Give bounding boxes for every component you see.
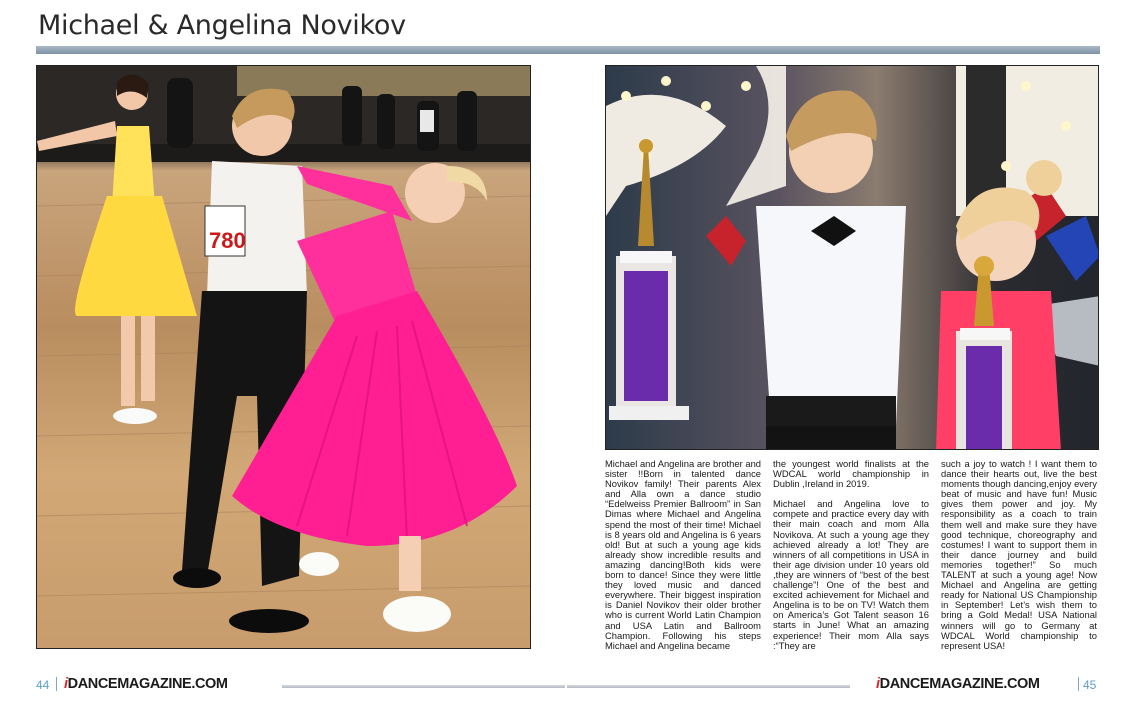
page-title: Michael & Angelina Novikov — [38, 10, 406, 41]
brand-logo-left[interactable] — [64, 676, 228, 692]
photo-dancing — [36, 65, 531, 649]
title-bar — [36, 46, 1100, 54]
page-number-right: 45 — [1083, 678, 1097, 692]
article-paragraph: Michael and Angelina are brother and sister !!Born in talented dance Novikov family! Their parents Alex and Alla own a dance studio “Edelweiss Premier Ballroom” in San Dimas where Michael and Angelina spend the most of their time! Michael is 8 years old and Angelina is 6 years old! But at such a young age kids already show incredible results and amazing dancing!Both kids were born to dance! Since they were little they loved music and danced everywhere. Their biggest inspiration is Daniel Novikov their older brother who is current World Latin Champion and USA Latin and Ballroom Champion. Following his steps Michael and Angelina became — [605, 458, 761, 651]
brand-logo-right[interactable] — [876, 676, 1040, 692]
article-column-2 — [773, 459, 929, 651]
bib-number: 780 — [209, 228, 246, 253]
article-paragraph: such a joy to watch ! I want them to dance their hearts out, live the best moments though dancing,enjoy every beat of music and have fun! Music gives them power and joy. My responsibility as a coach to train them well and make sure they have good technique, choreography and costumes! I want to support them in their dance journey and build memories together!” So much TALENT at such a young age! Now Michael and Angelina are getting ready for National US Championship in September! Let’s wish them to bring a Gold Medal! USA National winners will go to Germany at WDCAL World championship to represent USA! — [941, 458, 1097, 651]
brand-logo-text: DANCEMAGAZINE.COM — [67, 676, 228, 692]
photo-trophies — [605, 65, 1099, 450]
footer-rule-right — [567, 685, 850, 688]
article-column-1 — [605, 459, 761, 651]
page-number-left: 44 — [36, 678, 50, 692]
brand-logo-i: i — [876, 676, 880, 692]
article-column-3 — [941, 459, 1097, 651]
dancing-illustration — [37, 66, 531, 649]
brand-logo-i: i — [64, 676, 68, 692]
article-paragraph: the youngest world finalists at the WDCAL world championship in Dublin ,Ireland in 2019. — [773, 458, 929, 490]
brand-logo-text: DANCEMAGAZINE.COM — [879, 676, 1040, 692]
footer-rule-left — [282, 685, 565, 688]
article-paragraph: Michael and Angelina love to compete and practice every day with their main coach and mom Alla Novikova. At such a young age they achieved already a lot! They are winners of all competitions in USA in their age division under 10 years old ,they are winners of “best of the best challenge”! One of the best and excited achievement for Michael and Angelina is to be on TV! Watch them on America’s Got Talent season 16 starts in June! What an amazing experience! Their mom Alla says :“They are — [773, 498, 929, 651]
page-number-divider — [56, 677, 57, 691]
trophies-illustration — [606, 66, 1099, 450]
page-number-divider — [1078, 677, 1079, 691]
